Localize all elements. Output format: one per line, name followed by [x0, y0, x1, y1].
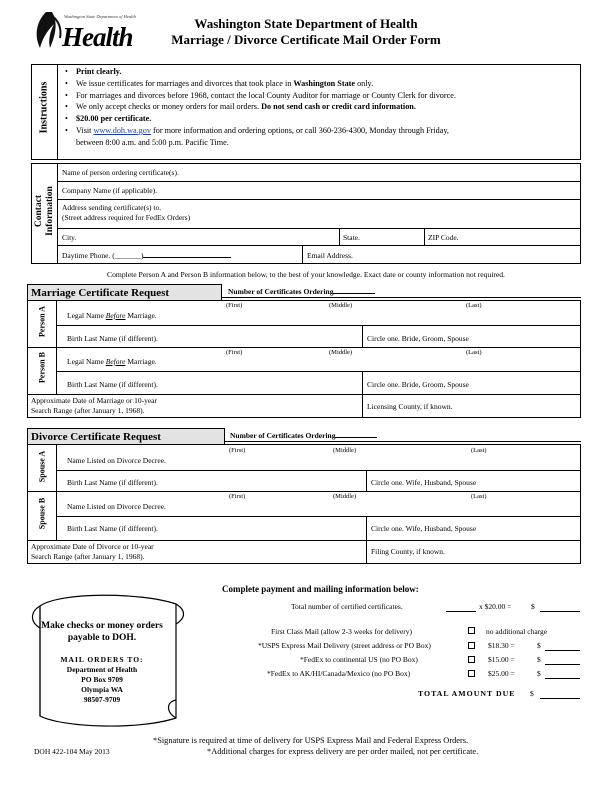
- instruction-item: • Visit www.doh.wa.gov for more information and ordering options, or call 360-236-4300, Monday through Friday, between 8:00 a.m. and 5:00 p.m. Pacific Time.: [76, 125, 577, 149]
- dollar-sign: $: [531, 602, 535, 611]
- divorce-section-title: Divorce Certificate Request: [27, 428, 225, 445]
- total-certificates-field[interactable]: [446, 611, 476, 612]
- fedex-ak-total-field[interactable]: [545, 678, 580, 679]
- person-a-birth-name-field[interactable]: Birth Last Name (if different).: [67, 334, 158, 343]
- footer-note-signature: *Signature is required at time of delivery for USPS Express Mail and Federal Express Orders.: [153, 736, 469, 745]
- last-caption: (Last): [466, 349, 482, 356]
- mail-address-line2: PO Box 9709: [81, 675, 123, 684]
- spouse-a-name-field[interactable]: Name Listed on Divorce Decree.: [67, 456, 166, 465]
- person-a-circle-one[interactable]: Circle one. Bride, Groom, Spouse: [367, 334, 469, 343]
- spouse-b-label: Spouse B: [37, 497, 47, 530]
- fedex-us-total-field[interactable]: [545, 664, 580, 665]
- filing-county-field[interactable]: Filing County, if known.: [371, 547, 445, 556]
- person-b-circle-one[interactable]: Circle one. Bride, Groom, Spouse: [367, 380, 469, 389]
- state-field[interactable]: State.: [343, 233, 360, 242]
- payable-line1: Make checks or money orders: [41, 621, 163, 631]
- last-caption: (Last): [471, 447, 487, 454]
- person-b-legal-name-field[interactable]: Legal Name Before Marriage.: [67, 357, 157, 366]
- total-due-label: TOTAL AMOUNT DUE: [418, 689, 516, 698]
- middle-caption: (Middle): [333, 493, 357, 500]
- company-name-field[interactable]: Company Name (if applicable).: [62, 186, 157, 195]
- middle-caption: (Middle): [333, 447, 357, 454]
- spouse-a-birth-name-field[interactable]: Birth Last Name (if different).: [67, 478, 158, 487]
- licensing-county-field[interactable]: Licensing County, if known.: [367, 402, 453, 411]
- middle-caption: (Middle): [329, 302, 353, 309]
- fedex-ak-amount: $25.00 =: [488, 669, 515, 678]
- instruction-item: • We only accept checks or money orders for mail orders. Do not send cash or credit card information.: [76, 101, 577, 113]
- fedex-us-label: *FedEx to continental US (no PO Box): [300, 655, 418, 664]
- payable-line2: payable to DOH.: [67, 633, 137, 643]
- spouse-a-circle-one[interactable]: Circle one. Wife, Husband, Spouse: [371, 478, 477, 487]
- doh-website-link[interactable]: www.doh.wa.gov: [93, 125, 151, 135]
- person-b-birth-name-field[interactable]: Birth Last Name (if different).: [67, 380, 158, 389]
- last-caption: (Last): [466, 302, 482, 309]
- person-a-legal-name-field[interactable]: Legal Name Before Marriage.: [67, 311, 157, 320]
- complete-note: Complete Person A and Person B information below, to the best of your knowledge. Exact date or county information not required.: [107, 270, 505, 279]
- times-price: x $20.00 =: [479, 602, 512, 611]
- instruction-item: • We issue certificates for marriages and divorces that took place in Washington State only.: [76, 78, 577, 90]
- mail-address-line3: Olympia WA: [81, 685, 123, 694]
- person-a-label: Person A: [37, 306, 47, 337]
- fedex-ak-label: *FedEx to AK/HI/Canada/Mexico (no PO Box): [267, 669, 411, 678]
- usps-label: *USPS Express Mail Delivery (street address or PO Box): [258, 641, 431, 650]
- page-title-line2: Marriage / Divorce Certificate Mail Order Form: [171, 32, 441, 47]
- dollar-sign: $: [537, 655, 541, 664]
- form-number: DOH 422-104 May 2013: [34, 747, 110, 756]
- mail-orders-label: MAIL ORDERS TO:: [60, 655, 144, 664]
- total-certificates-label: Total number of certified certificates.: [291, 602, 403, 611]
- spouse-a-label: Spouse A: [37, 450, 47, 483]
- fedex-ak-checkbox[interactable]: [468, 670, 475, 677]
- phone-field[interactable]: Daytime Phone. (_______): [62, 251, 231, 260]
- payment-heading: Complete payment and mailing information below:: [222, 584, 419, 594]
- first-caption: (First): [229, 493, 246, 500]
- instructions-list: [62, 66, 577, 149]
- address-field[interactable]: Address sending certificate(s) to. (Street address required for FedEx Orders): [62, 203, 191, 222]
- instructions-label: Instructions: [38, 81, 50, 134]
- middle-caption: (Middle): [329, 349, 353, 356]
- usps-checkbox[interactable]: [468, 642, 475, 649]
- first-caption: (First): [226, 302, 243, 309]
- first-class-amount: no additional charge: [486, 627, 548, 636]
- instruction-item: • $20.00 per certificate.: [76, 113, 577, 125]
- spouse-b-circle-one[interactable]: Circle one. Wife, Husband, Spouse: [371, 524, 477, 533]
- city-field[interactable]: City.: [62, 233, 77, 242]
- fedex-us-amount: $15.00 =: [488, 655, 515, 664]
- email-field[interactable]: Email Address.: [307, 251, 353, 260]
- logo-word: Health: [62, 22, 133, 52]
- usps-total-field[interactable]: [545, 650, 580, 651]
- divorce-count-field[interactable]: Number of Certificates Ordering: [230, 431, 377, 440]
- first-class-label: First Class Mail (allow 2-3 weeks for delivery): [271, 627, 413, 636]
- contact-label: Contact Information: [34, 186, 55, 236]
- dollar-sign: $: [537, 641, 541, 650]
- last-caption: (Last): [471, 493, 487, 500]
- first-class-checkbox[interactable]: [468, 627, 475, 634]
- mail-address-line4: 98507-9709: [83, 695, 121, 704]
- first-caption: (First): [229, 447, 246, 454]
- footer-note-charges: *Additional charges for express delivery are per order mailed, not per certificate.: [207, 747, 479, 756]
- mail-address-line1: Department of Health: [66, 665, 138, 674]
- page-title-line1: Washington State Department of Health: [194, 16, 418, 31]
- instruction-item: • For marriages and divorces before 1968, contact the local County Auditor for marriage or County Clerk for divorce.: [76, 90, 577, 102]
- logo-tagline: Washington State Department of Health: [64, 14, 136, 19]
- divorce-date-field[interactable]: Approximate Date of Divorce or 10-year Search Range (after January 1, 1968).: [31, 542, 154, 561]
- dollar-sign: $: [530, 689, 534, 698]
- marriage-count-field[interactable]: Number of Certificates Ordering: [228, 287, 375, 296]
- spouse-b-birth-name-field[interactable]: Birth Last Name (if different).: [67, 524, 158, 533]
- dollar-sign: $: [537, 669, 541, 678]
- marriage-section-title: Marriage Certificate Request: [27, 284, 222, 301]
- marriage-date-field[interactable]: Approximate Date of Marriage or 10-year Search Range (after January 1, 1968).: [31, 396, 157, 415]
- fedex-us-checkbox[interactable]: [468, 656, 475, 663]
- total-due-field[interactable]: [540, 698, 580, 699]
- instruction-item: • Print clearly.: [76, 66, 577, 78]
- spouse-b-name-field[interactable]: Name Listed on Divorce Decree.: [67, 502, 166, 511]
- person-b-label: Person B: [37, 352, 47, 383]
- zip-field[interactable]: ZIP Code.: [428, 233, 459, 242]
- first-caption: (First): [226, 349, 243, 356]
- usps-amount: $18.30 =: [488, 641, 515, 650]
- name-ordering-field[interactable]: Name of person ordering certificate(s).: [62, 168, 179, 177]
- subtotal-field[interactable]: [540, 611, 580, 612]
